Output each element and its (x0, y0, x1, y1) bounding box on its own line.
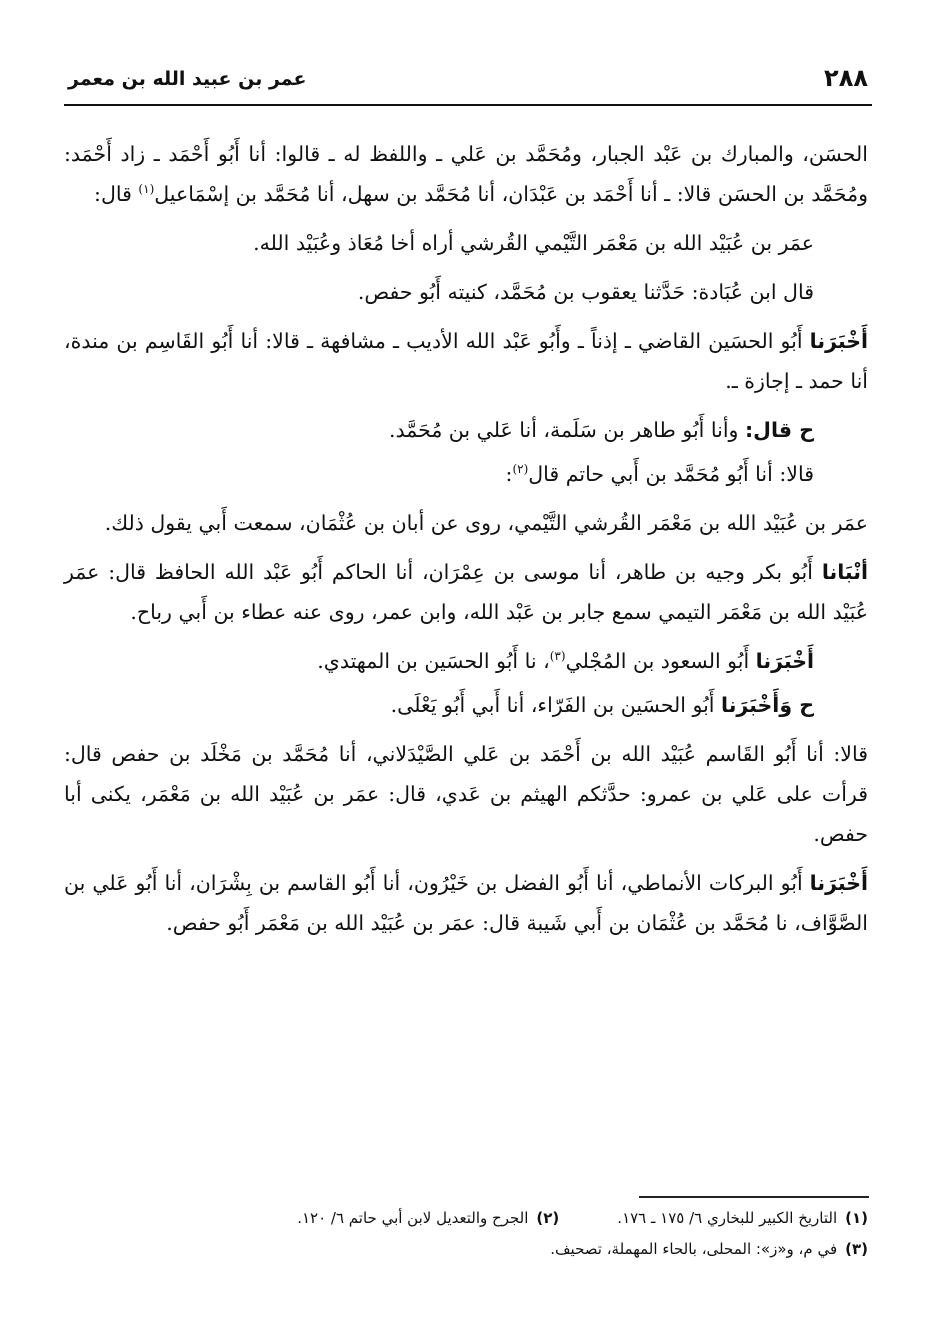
paragraph-8: أنْبَانا أَبُو بكر وجيه بن طاهر، أنا موسى بن عِمْرَان، أنا الحاكم أَبُو عَبْد الله الحافظ قال: عمَر عُبَيْد الله بن مَعْمَر التيمي سمع جابر بن عَبْد الله، وابن عمر، روى عنه عطاء بن أَبي رباح. (64, 560, 868, 624)
page-number: ٢٨٨ (824, 64, 868, 92)
footnote-1: (١)التاريخ الكبير للبخاري ٦/ ١٧٥ ـ ١٧٦. (617, 1209, 868, 1227)
paragraph-10: ح وَأَخْبَرَنا أَبُو الحسَين بن الفَرّاء، أنا أَبي أَبُو يَعْلَى. (390, 693, 814, 717)
akhbarana-keyword: أَخْبَرَنا (755, 649, 814, 673)
page-header (64, 62, 872, 102)
main-text (64, 134, 868, 952)
running-title: عمر بن عبيد الله بن معمر (68, 68, 307, 90)
paragraph-9: أَخْبَرَنا أَبُو السعود بن المُجْلي$^{(٣)}$، نا أَبُو الحسَين بن المهتدي. (317, 649, 814, 673)
akhbarana-keyword: أَخْبَرَنا (809, 329, 868, 353)
footnote-ref-2: (٢) (512, 462, 529, 477)
footnote-2: (٢)الجرح والتعديل لابن أبي حاتم ٦/ ١٢٠. (297, 1209, 560, 1227)
paragraph-5: ح قال: وأنا أَبُو طاهر بن سَلَمة، أنا عَلي بن مُحَمَّد. (388, 418, 814, 442)
paragraph-4: أَخْبَرَنا أَبُو الحسَين القاضي ـ إذناً ـ وأَبُو عَبْد الله الأديب ـ مشافهة ـ قالا: أنا أَبُو القَاسِم بن مندة، أنا حمد ـ إجازة ـ. (64, 329, 868, 393)
footnote-divider (639, 1196, 869, 1198)
paragraph-2: عمَر بن عُبَيْد الله بن مَعْمَر التَّيْمي القُرشي أراه أخا مُعَاذ وعُبَيْد الله. (253, 231, 814, 255)
footnote-row-2 (64, 1234, 868, 1265)
header-divider (64, 104, 872, 106)
footnote-3: (٣)في م، و«ز»: المحلى، بالحاء المهملة، تصحيف. (550, 1240, 868, 1258)
paragraph-6: قالا: أنا أَبُو مُحَمَّد بن أَبي حاتم قال$^{(٢)}$: (505, 462, 814, 486)
paragraph-7: عمَر بن عُبَيْد الله بن مَعْمَر القُرشي التَّيْمي، روى عن أبان بن عُثْمَان، سمعت أَبي يقول ذلك. (104, 511, 868, 535)
footnote-row-1 (64, 1203, 868, 1234)
ha-qala-keyword: ح قال: (744, 418, 814, 442)
paragraph-11: قالا: أنا أَبُو القَاسم عُبَيْد الله بن أَحْمَد بن عَلي الصَّيْدَلاني، أنا مُحَمَّد بن مَخْلَد بن حفص قال: قرأت على عَلي بن عمرو: حدَّثكم الهيثم بن عَدي، قال: عمَر بن عُبَيْد الله بن مَعْمَر، يكنى أبا حفص. (64, 742, 868, 846)
akhbarana-keyword: أَخْبَرَنا (809, 871, 868, 895)
footnote-ref-3: (٣) (549, 649, 566, 664)
wa-akhbarana-keyword: ح وَأَخْبَرَنا (721, 693, 814, 717)
footnotes (64, 1203, 868, 1265)
paragraph-3: قال ابن عُبَادة: حَدَّثنا يعقوب بن مُحَمَّد، كنيته أَبُو حفص. (357, 280, 814, 304)
paragraph-12: أَخْبَرَنا أَبُو البركات الأنماطي، أنا أَبُو الفضل بن خَيْرُون، أنا أَبُو القاسم بن بِشْرَان، أنا أَبُو عَلي بن الصَّوَّاف، نا مُحَمَّد بن عُثْمَان بن أَبي شَيبة قال: عمَر بن عُبَيْد الله بن مَعْمَر أَبُو حفص. (64, 871, 868, 935)
anbana-keyword: أنْبَانا (821, 560, 868, 584)
footnote-ref-1: (١) (138, 182, 155, 197)
paragraph-1: الحسَن، والمبارك بن عَبْد الجبار، ومُحَمَّد بن عَلي ـ واللفظ له ـ قالوا: أنا أَبُو أَحْمَد ـ زاد أَحْمَد: ومُحَمَّد بن الحسَن قالا: ـ أنا أَحْمَد بن عَبْدَان، أنا مُحَمَّد بن سهل، أنا مُحَمَّد بن إسْمَاعيل$^{(١)}$ قال: (64, 142, 868, 206)
